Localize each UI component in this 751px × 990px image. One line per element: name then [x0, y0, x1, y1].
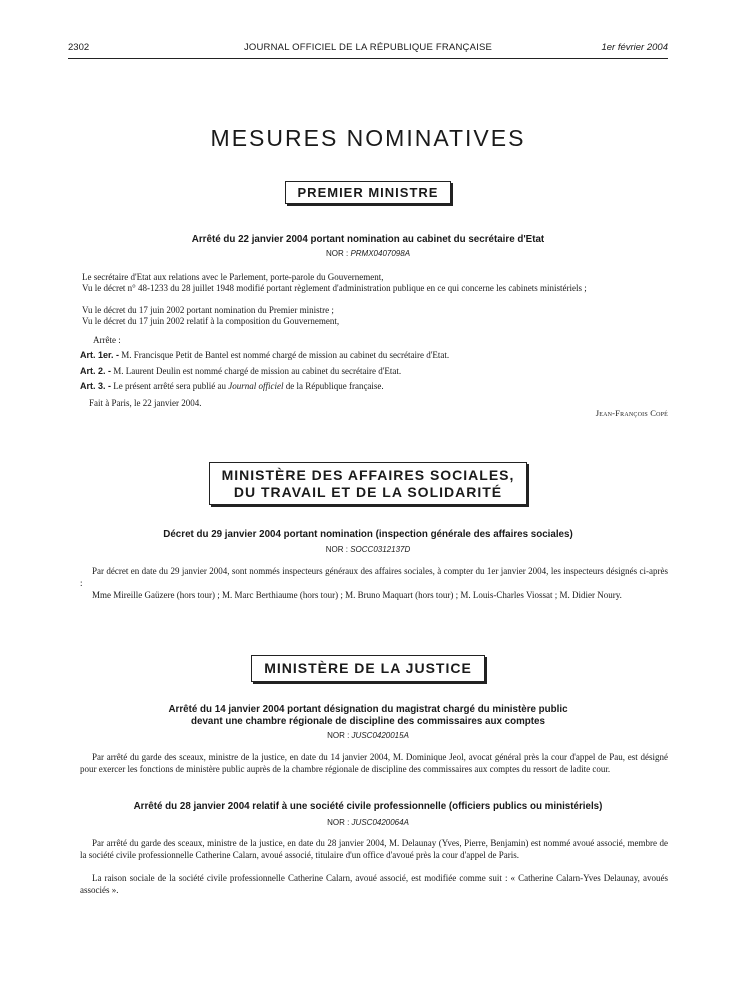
- decree-title-line: Arrêté du 14 janvier 2004 portant désignation du magistrat chargé du ministère public: [168, 704, 568, 715]
- section-box-affaires-sociales: [68, 462, 668, 505]
- nor-label: NOR :: [325, 545, 348, 554]
- decree-title: Arrêté du 22 janvier 2004 portant nomination au cabinet du secrétaire d'Etat: [191, 234, 545, 245]
- nor-reference: [68, 545, 668, 554]
- decree-paragraph: Par arrêté du garde des sceaux, ministre de la justice, en date du 14 janvier 2004, M. Dominique Jeol, avocat général près la cour d'appel de Pau, est désigné pour exercer les fonctions de ministère public auprès de la chambre régionale de discipline des commissaires aux comptes du ressort de ladite cour.: [80, 752, 668, 774]
- ministry-heading: MINISTÈRE DE LA JUSTICE: [251, 655, 485, 682]
- arrete-label: Arrête :: [93, 335, 121, 345]
- page-number: 2302: [68, 42, 90, 53]
- nor-reference: [68, 818, 668, 827]
- nor-label: NOR :: [327, 731, 350, 740]
- visa-line: Le secrétaire d'Etat aux relations avec le Parlement, porte-parole du Gouvernement,: [82, 272, 384, 282]
- ministry-heading-line: MINISTÈRE DES AFFAIRES SOCIALES,: [221, 467, 515, 483]
- decree-title: Arrêté du 28 janvier 2004 relatif à une société civile professionnelle (officiers publics ou ministériels): [133, 801, 603, 812]
- nor-code: JUSC0420015A: [351, 731, 409, 740]
- nor-code: JUSC0420064A: [351, 818, 409, 827]
- section-box-premier-ministre: [68, 181, 668, 204]
- nor-label: NOR :: [327, 818, 350, 827]
- page-header: [68, 42, 668, 58]
- header-rule: [68, 58, 668, 59]
- ministry-heading-line: DU TRAVAIL ET DE LA SOLIDARITÉ: [233, 483, 503, 500]
- main-title: MESURES NOMINATIVES: [210, 125, 526, 151]
- decree-title: Décret du 29 janvier 2004 portant nomination (inspection générale des affaires sociales): [163, 529, 573, 540]
- ministry-heading: [209, 462, 528, 505]
- article-label: Art. 2. -: [80, 366, 112, 376]
- decree-paragraph: Par décret en date du 29 janvier 2004, sont nommés inspecteurs généraux des affaires sociales, à compter du 1er janvier 2004, les inspecteurs désignés ci-après :: [80, 566, 668, 588]
- article-text: M. Laurent Deulin est nommé chargé de mission au cabinet du secrétaire d'Etat.: [113, 366, 402, 376]
- nor-reference: [68, 731, 668, 740]
- nor-code: PRMX0407098A: [350, 249, 411, 258]
- journal-title: JOURNAL OFFICIEL DE LA RÉPUBLIQUE FRANÇAISE: [243, 42, 493, 53]
- article-label: Art. 3. -: [80, 381, 112, 391]
- decree-title: [68, 704, 668, 728]
- article-3: [80, 381, 668, 391]
- journal-officiel-italic: Journal officiel: [228, 381, 284, 391]
- article-text: Le présent arrêté sera publié au: [113, 381, 226, 391]
- visa-line: Vu le décret du 17 juin 2002 relatif à la composition du Gouvernement,: [82, 316, 340, 326]
- article-2: [80, 366, 668, 376]
- visas-block: [80, 272, 668, 327]
- decree-paragraph: La raison sociale de la société civile professionnelle Catherine Calarn, avoué associé, est modifiée comme suit : « Catherine Calarn-Yves Delaunay, avoués associés ».: [80, 873, 668, 895]
- decree-title-line: devant une chambre régionale de discipline des commissaires aux comptes: [191, 716, 545, 727]
- article-text: de la République française.: [285, 381, 384, 391]
- issue-date: 1er février 2004: [601, 42, 668, 53]
- nor-label: NOR :: [325, 249, 349, 258]
- article-1: [80, 350, 668, 360]
- nor-code: SOCC0312137D: [350, 545, 411, 554]
- signature: Jean-François Copé: [595, 408, 668, 418]
- article-text: M. Francisque Petit de Bantel est nommé chargé de mission au cabinet du secrétaire d'Etat.: [121, 350, 450, 360]
- fait-a-paris: Fait à Paris, le 22 janvier 2004.: [89, 398, 202, 408]
- nor-reference: [68, 249, 668, 258]
- visa-line: Vu le décret n° 48-1233 du 28 juillet 1948 modifié portant règlement d'administration publique en ce qui concerne les cabinets ministériels ;: [82, 283, 587, 293]
- decree-paragraph: Mme Mireille Gaüzere (hors tour) ; M. Marc Berthiaume (hors tour) ; M. Bruno Maquart (hors tour) ; M. Louis-Charles Viossat ; M. Didier Noury.: [92, 590, 622, 600]
- visa-line: Vu le décret du 17 juin 2002 portant nomination du Premier ministre ;: [82, 305, 334, 315]
- section-box-justice: [68, 655, 668, 682]
- ministry-heading: PREMIER MINISTRE: [285, 181, 452, 204]
- article-label: Art. 1er. -: [80, 350, 120, 360]
- decree-paragraph: Par arrêté du garde des sceaux, ministre de la justice, en date du 28 janvier 2004, M. Delaunay (Yves, Pierre, Benjamin) est nommé avoué associé, membre de la société civile professionnelle Catherine Calarn, avoué associé, titulaire d'un office d'avoué près la cour d'appel de Paris.: [80, 838, 668, 860]
